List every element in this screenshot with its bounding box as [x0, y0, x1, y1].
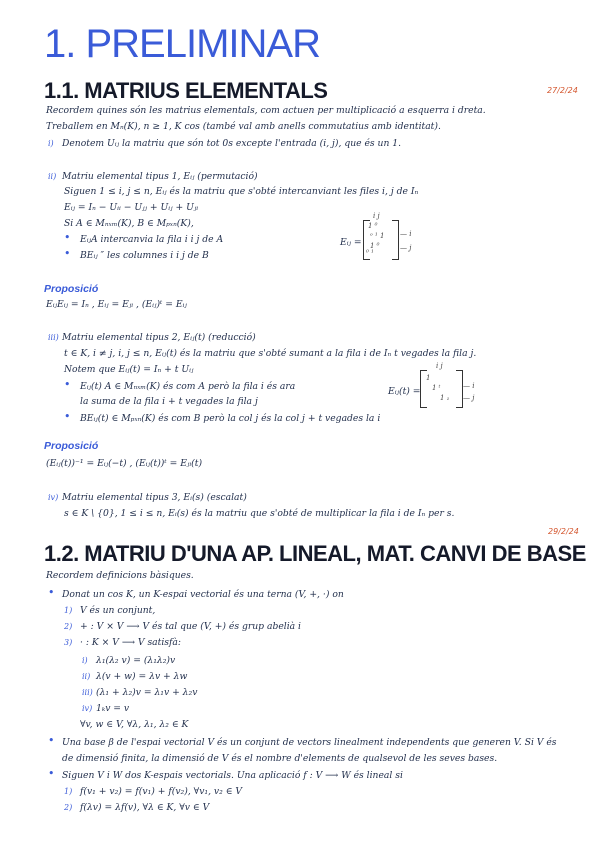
base-definition: Una base β de l'espai vectorial V és un conjunt de vectors linealment independents que generen V. Si V és	[62, 737, 557, 748]
section-title-1-2: 1.2. MATRIU D'UNA AP. LINEAL, MAT. CANVI DE BASE	[44, 541, 586, 566]
item-number: iv)	[48, 493, 59, 502]
item-number: 2)	[64, 803, 73, 812]
item-number: 2)	[64, 622, 73, 631]
section-title-1-1: 1.1. MATRIUS ELEMENTALS	[44, 78, 328, 103]
scalar-property: λ₁(λ₂ v) = (λ₁λ₂)v	[96, 655, 176, 666]
type2-bullet: Eᵢⱼ(t) A ∈ Mₙₓₘ(K) és com A però la fila i és ara	[80, 381, 296, 392]
proposition-text: EᵢⱼEᵢⱼ = Iₙ , Eᵢⱼ = Eⱼᵢ , (Eᵢⱼ)ᵗ = Eᵢⱼ	[46, 299, 187, 310]
type2-formula: Notem que Eᵢⱼ(t) = Iₙ + t Uᵢⱼ	[64, 364, 194, 375]
type1-line: Siguen 1 ≤ i, j ≤ n, Eᵢⱼ és la matriu que s'obté intercanviant les files i, j de Iₙ	[64, 186, 419, 197]
scalar-property: λ(v + w) = λv + λw	[96, 671, 188, 682]
linearity-condition: f(λv) = λf(v), ∀λ ∈ K, ∀v ∈ V	[80, 802, 210, 813]
linear-map-definition: Siguen V i W dos K-espais vectorials. Una aplicació f : V ⟶ W és lineal si	[62, 770, 403, 781]
linearity-condition: f(v₁ + v₂) = f(v₁) + f(v₂), ∀v₁, v₂ ∈ V	[80, 786, 243, 797]
axiom-line: · : K × V ⟶ V satisfà:	[80, 637, 181, 648]
item-number: iii)	[82, 688, 93, 697]
proposition-text: (Eᵢⱼ(t))⁻¹ = Eᵢⱼ(−t) , (Eᵢⱼ(t))ᵗ = Eⱼᵢ(t)	[46, 458, 203, 469]
definition-uij: Denotem Uᵢⱼ la matriu que són tot 0s excepte l'entrada (i, j), que és un 1.	[62, 138, 402, 149]
proposition-title: Proposició	[44, 440, 99, 452]
vector-space-def: Donat un cos K, un K-espai vectorial és una terna (V, +, ·) on	[62, 589, 344, 600]
item-number: 1)	[64, 787, 73, 796]
type2-heading: Matriu elemental tipus 2, Eᵢⱼ(t) (reducció)	[62, 332, 256, 343]
main-title: 1. PRELIMINAR	[44, 22, 320, 66]
item-number: ii)	[48, 172, 57, 181]
bullet-icon: •	[64, 378, 71, 391]
date-label: 29/2/24	[548, 527, 579, 536]
type1-bullet: BEᵢⱼ ″ les columnes i i j de B	[80, 250, 209, 261]
section-subtitle: Recordem definicions bàsiques.	[46, 570, 194, 581]
bullet-icon: •	[48, 767, 55, 780]
item-number: 3)	[64, 638, 73, 647]
scalar-property: (λ₁ + λ₂)v = λ₁v + λ₂v	[96, 687, 198, 698]
type1-heading: Matriu elemental tipus 1, Eᵢⱼ (permutació)	[62, 171, 258, 182]
bullet-icon: •	[48, 586, 55, 599]
item-number: i)	[82, 656, 88, 665]
type2-line: t ∈ K, i ≠ j, i, j ≤ n, Eᵢⱼ(t) és la matriu que s'obté sumant a la fila i de Iₙ t vegades la fila j.	[64, 348, 477, 359]
quantifier-line: ∀v, w ∈ V, ∀λ, λ₁, λ₂ ∈ K	[80, 719, 189, 730]
proposition-title: Proposició	[44, 283, 99, 295]
date-label: 27/2/24	[547, 86, 578, 95]
matrix-label: Eᵢⱼ(t) =	[388, 386, 421, 397]
axiom-line: + : V × V ⟶ V és tal que (V, +) és grup abelià i	[80, 621, 301, 632]
bullet-icon: •	[64, 247, 71, 260]
intro-line-2: Treballem en Mₙ(K), n ≥ 1, K cos (també val amb anells commutatius amb identitat).	[46, 121, 441, 132]
item-number: iv)	[82, 704, 93, 713]
bullet-icon: •	[64, 231, 71, 244]
intro-line-1: Recordem quines són les matrius elementals, com actuen per multiplicació a esquerra i dreta.	[46, 105, 486, 116]
type1-line: Si A ∈ Mₙₓₘ(K), B ∈ Mₚₓₙ(K),	[64, 218, 194, 229]
scalar-property: 1ₖv = v	[96, 703, 130, 714]
type1-bullet: EᵢⱼA intercanvia la fila i i j de A	[80, 234, 224, 245]
bullet-icon: •	[64, 410, 71, 423]
type2-bullet-cont: la suma de la fila i + t vegades la fila j	[80, 396, 258, 407]
axiom-line: V és un conjunt,	[80, 605, 156, 616]
type1-formula: Eᵢⱼ = Iₙ − Uᵢᵢ − Uⱼⱼ + Uᵢⱼ + Uⱼᵢ	[64, 202, 199, 213]
bullet-icon: •	[48, 734, 55, 747]
item-number: i)	[48, 139, 54, 148]
item-number: ii)	[82, 672, 91, 681]
item-number: 1)	[64, 606, 73, 615]
type3-heading: Matriu elemental tipus 3, Eᵢ(s) (escalat)	[62, 492, 247, 503]
matrix-label: Eᵢⱼ =	[340, 237, 362, 248]
type3-line: s ∈ K \ {0}, 1 ≤ i ≤ n, Eᵢ(s) és la matriu que s'obté de multiplicar la fila i de Iₙ per s.	[64, 508, 455, 519]
dimension-definition: de dimensió finita, la dimensió de V és el nombre d'elements de qualsevol de les seves bases.	[62, 753, 498, 764]
type2-bullet: BEᵢⱼ(t) ∈ Mₚₓₙ(K) és com B però la col j és la col j + t vegades la i	[80, 413, 381, 424]
item-number: iii)	[48, 333, 59, 342]
